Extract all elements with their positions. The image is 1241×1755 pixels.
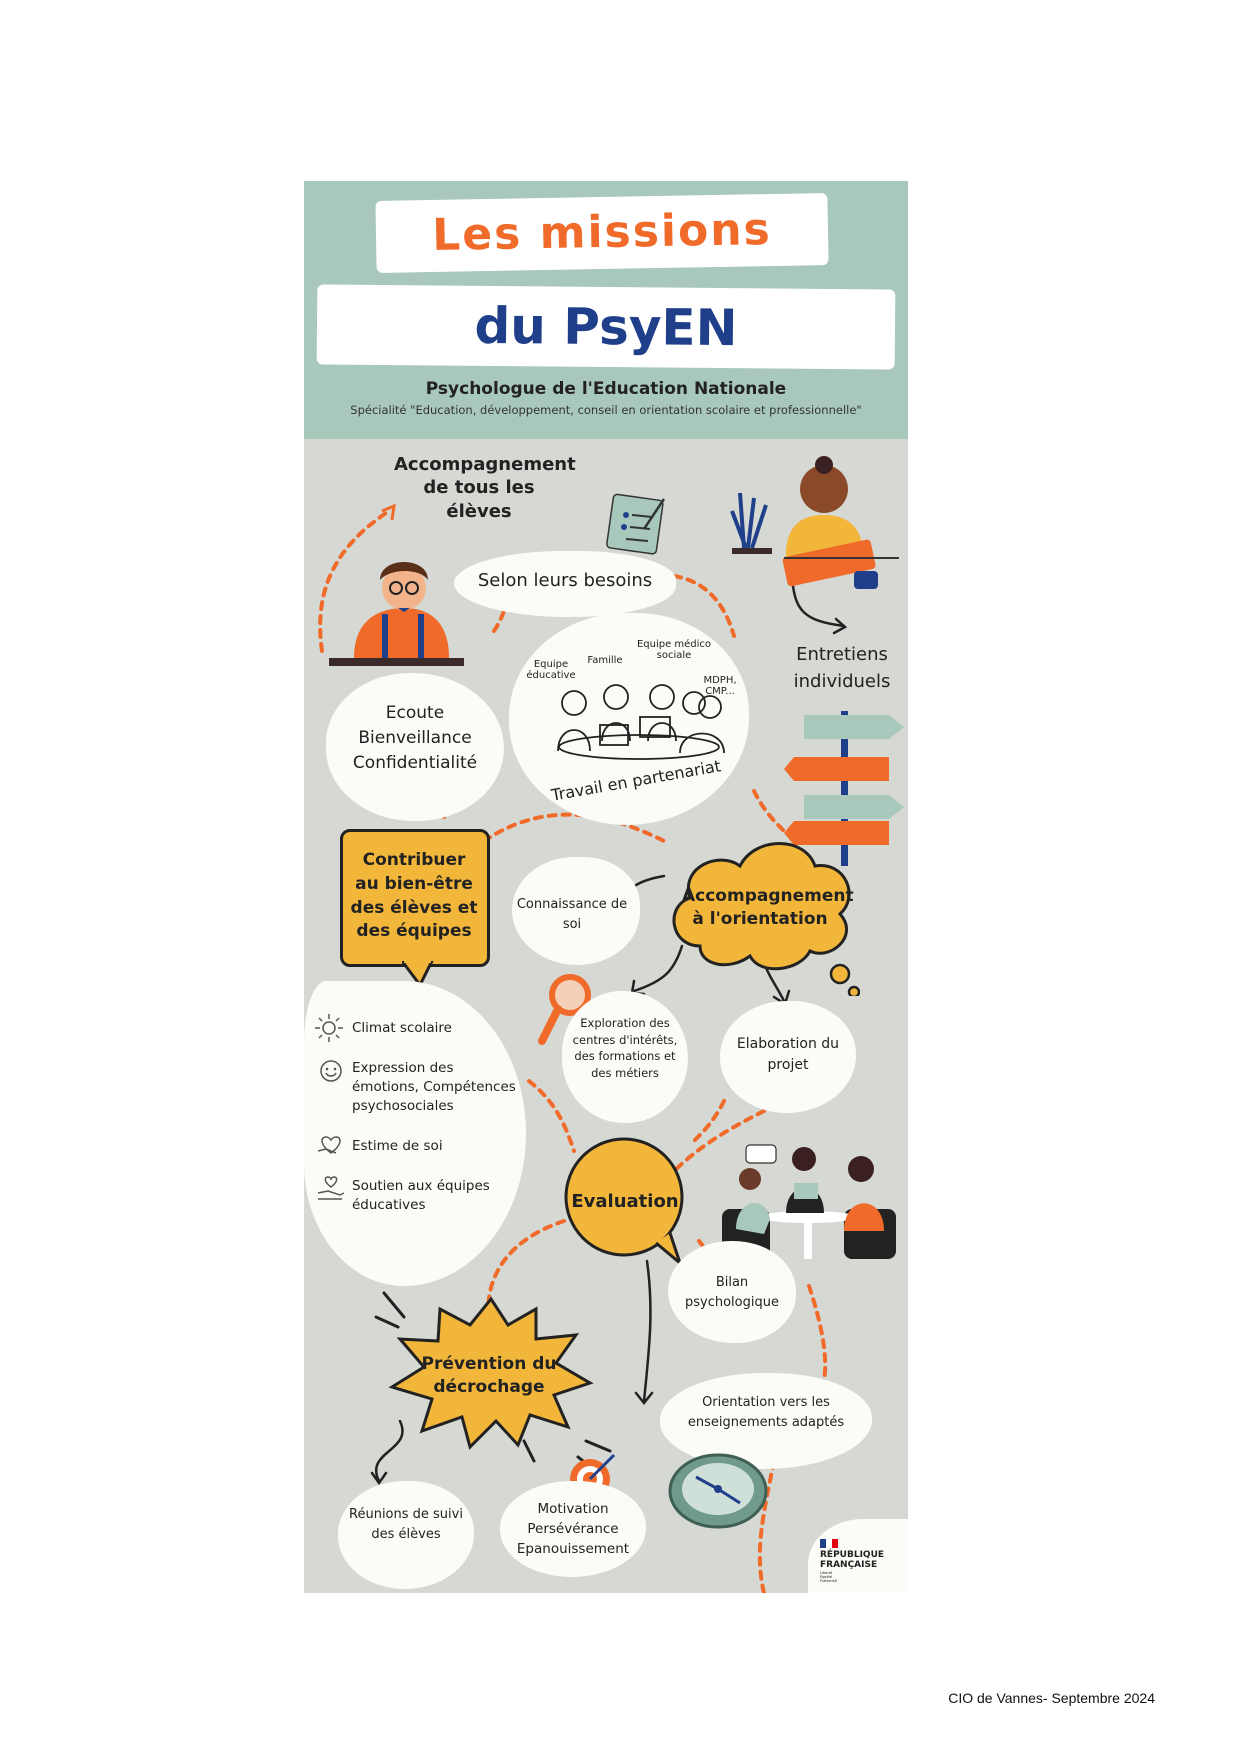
logo-line-2: FRANÇAISE bbox=[820, 1559, 878, 1570]
node-confidentialite: Confidentialité bbox=[352, 753, 478, 773]
wellbeing-item-soutien: Soutien aux équipes éducatives bbox=[352, 1178, 490, 1213]
node-reunions: Réunions de suivi des élèves bbox=[349, 1507, 463, 1542]
republique-francaise-logo bbox=[820, 1539, 900, 1583]
title-line-2: du PsyEN bbox=[317, 284, 896, 369]
compass-icon bbox=[666, 1451, 772, 1531]
wellbeing-item-estime: Estime de soi bbox=[352, 1138, 443, 1154]
subtitle: Psychologue de l'Education Nationale bbox=[425, 379, 787, 399]
node-accompagnement-orientation: Accompagnement à l'orientation bbox=[682, 886, 854, 929]
wellbeing-item-climat: Climat scolaire bbox=[352, 1020, 452, 1036]
node-epanouissement: Epanouissement bbox=[516, 1541, 630, 1557]
checklist-icon bbox=[604, 493, 684, 555]
node-partenariat-title: Travail en partenariat bbox=[549, 756, 723, 805]
logo-motto: Liberté Égalité Fraternité bbox=[820, 1570, 837, 1584]
flag-icon bbox=[820, 1539, 838, 1548]
node-ecoute: Ecoute bbox=[385, 703, 445, 723]
woman-writing-illustration bbox=[724, 453, 904, 598]
support-hand-icon bbox=[316, 1173, 346, 1203]
node-contribuer: Contribuer au bien-être des élèves et des équipes bbox=[350, 850, 478, 942]
node-accompagnement-tous: Accompagnement de tous les élèves bbox=[394, 454, 576, 522]
node-prevention: Prévention du décrochage bbox=[421, 1354, 557, 1397]
node-motivation: Motivation bbox=[537, 1501, 609, 1517]
partner-medico-sociale: Equipe médico sociale bbox=[636, 639, 712, 661]
smiley-icon bbox=[319, 1059, 343, 1083]
node-bilan: Bilan psychologique bbox=[685, 1275, 779, 1310]
partner-famille: Famille bbox=[587, 655, 623, 666]
heart-hand-icon bbox=[316, 1133, 346, 1157]
node-evaluation: Evaluation bbox=[571, 1191, 679, 1212]
footer-credit: CIO de Vannes- Septembre 2024 bbox=[948, 1690, 1155, 1706]
wellbeing-item-emotions: Expression des émotions, Compétences psychosociales bbox=[352, 1060, 516, 1114]
infographic-poster bbox=[304, 181, 908, 1593]
node-perseverance: Persévérance bbox=[527, 1521, 619, 1537]
student-boy-illustration bbox=[324, 546, 474, 671]
partner-mdph: MDPH, CMP... bbox=[703, 675, 737, 697]
node-bienveillance: Bienveillance bbox=[358, 728, 472, 748]
speciality-line: Spécialité "Education, développement, conseil en orientation scolaire et professionnelle" bbox=[350, 403, 862, 417]
node-exploration: Exploration des centres d'intérêts, des formations et des métiers bbox=[572, 1016, 678, 1081]
node-orientation-adaptes: Orientation vers les enseignements adaptés bbox=[687, 1395, 845, 1430]
partner-equipe-educative: Equipe éducative bbox=[526, 659, 576, 681]
sun-icon bbox=[314, 1013, 344, 1043]
node-entretiens: Entretiens individuels bbox=[793, 644, 891, 692]
team-meeting-illustration bbox=[544, 681, 734, 761]
logo-line-1: RÉPUBLIQUE bbox=[820, 1550, 885, 1560]
node-selon-besoins: Selon leurs besoins bbox=[477, 570, 653, 591]
title-line-1: Les missions bbox=[375, 193, 828, 273]
node-elaboration: Elaboration du projet bbox=[736, 1036, 840, 1073]
node-connaissance: Connaissance de soi bbox=[516, 897, 628, 932]
